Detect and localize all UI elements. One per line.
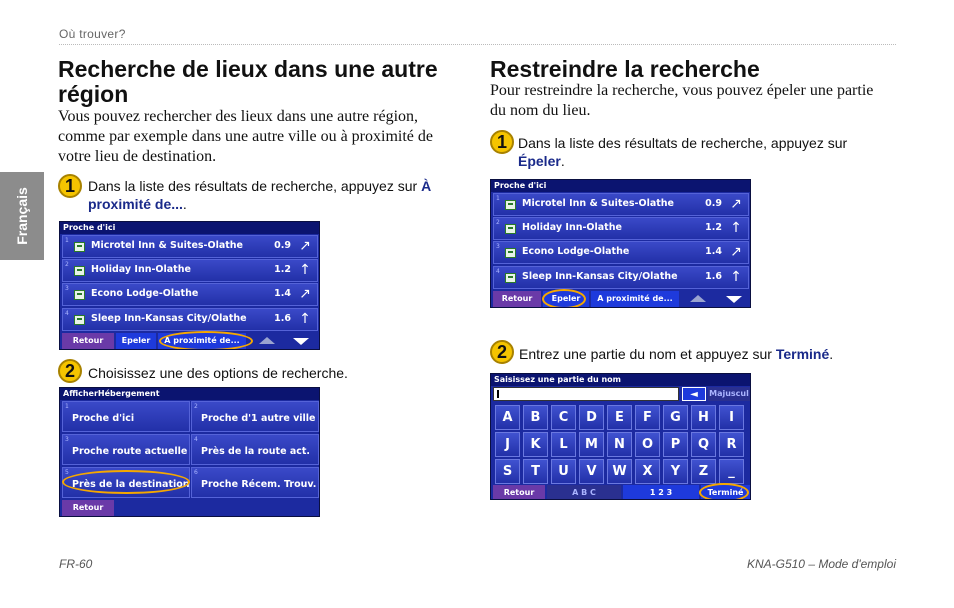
option-index: 6 — [194, 469, 198, 476]
result-row[interactable] — [62, 235, 318, 258]
back-button[interactable]: Retour — [62, 500, 114, 516]
result-name: Microtel Inn & Suites-Olathe — [522, 198, 674, 209]
option-button[interactable] — [191, 401, 319, 432]
key-button[interactable]: V — [579, 459, 604, 484]
option-button[interactable] — [191, 434, 319, 465]
screen-title: Proche d'ici — [60, 222, 319, 234]
result-name: Econo Lodge-Olathe — [91, 288, 199, 299]
backspace-icon[interactable]: ◄ — [682, 387, 706, 401]
key-button[interactable]: I — [719, 405, 744, 430]
key-button[interactable]: Z — [691, 459, 716, 484]
direction-arrow-icon: ↗ — [299, 238, 311, 254]
key-button[interactable]: M — [579, 432, 604, 457]
result-distance: 1.4 — [274, 288, 291, 299]
right-section-title: Restreindre la recherche — [490, 56, 760, 82]
screen-title: Proche d'ici — [491, 180, 750, 192]
result-row[interactable] — [62, 308, 318, 331]
direction-arrow-icon: ↗ — [299, 286, 311, 302]
key-button[interactable]: G — [663, 405, 688, 430]
option-index: 5 — [65, 469, 69, 476]
right-step-1-body: Dans la liste des résultats de recherche, appuyez sur — [518, 135, 848, 151]
lodging-icon — [505, 248, 516, 258]
result-row[interactable] — [493, 193, 749, 216]
back-button[interactable]: Retour — [493, 485, 545, 500]
direction-arrow-icon: ↑ — [730, 269, 742, 285]
result-distance: 1.6 — [705, 271, 722, 282]
options-screen — [59, 387, 320, 517]
spell-button[interactable]: Epeler — [116, 333, 156, 349]
direction-arrow-icon: ↑ — [299, 262, 311, 278]
row-index: 3 — [496, 243, 500, 250]
result-distance: 1.4 — [705, 246, 722, 257]
key-button[interactable]: R — [719, 432, 744, 457]
near-keyword: À proximité de... — [88, 178, 432, 212]
key-button[interactable]: P — [663, 432, 688, 457]
scroll-up-icon[interactable] — [259, 337, 275, 344]
result-row[interactable] — [493, 217, 749, 240]
key-button[interactable]: O — [635, 432, 660, 457]
result-row[interactable] — [62, 283, 318, 306]
row-index: 3 — [65, 285, 69, 292]
near-button[interactable]: A proximité de... — [591, 291, 679, 307]
lodging-icon — [505, 273, 516, 283]
option-label: Proche d'ici — [72, 413, 135, 424]
right-step-2-suffix: . — [829, 346, 834, 362]
key-button[interactable]: U — [551, 459, 576, 484]
key-button[interactable]: F — [635, 405, 660, 430]
result-name: Holiday Inn-Olathe — [522, 222, 622, 233]
option-button[interactable] — [62, 401, 190, 432]
language-tab-label: Français — [14, 187, 30, 245]
row-index: 2 — [65, 261, 69, 268]
row-index: 2 — [496, 219, 500, 226]
direction-arrow-icon: ↑ — [730, 220, 742, 236]
option-label: Près de la destination — [72, 479, 190, 490]
step-2-badge: 2 — [490, 340, 514, 364]
right-step-1-suffix: . — [560, 153, 565, 169]
result-distance: 0.9 — [274, 240, 291, 251]
key-button[interactable]: X — [635, 459, 660, 484]
keyboard-screen — [490, 373, 751, 500]
left-step-2-text: Choisissez une des options de recherche. — [88, 365, 348, 381]
option-index: 2 — [194, 403, 198, 410]
row-index: 4 — [65, 310, 69, 317]
left-intro: Vous pouvez rechercher des lieux dans une autre région, comme par exemple dans une autre ville ou à proximité de votre lieu de destination. — [58, 108, 433, 165]
row-index: 1 — [496, 195, 500, 202]
step-1-badge: 1 — [490, 130, 514, 154]
step-1-badge: 1 — [58, 174, 82, 198]
direction-arrow-icon: ↑ — [299, 311, 311, 327]
key-button[interactable]: Y — [663, 459, 688, 484]
spell-button[interactable]: Epeler — [543, 291, 589, 307]
key-button[interactable]: D — [579, 405, 604, 430]
key-button[interactable]: _ — [719, 459, 744, 484]
result-row[interactable] — [493, 241, 749, 264]
screen-title: Saisissez une partie du nom — [491, 374, 750, 386]
lodging-icon — [505, 224, 516, 234]
option-label: Près de la route act. — [201, 446, 311, 457]
document-title: KNA-G510 – Mode d'emploi — [746, 557, 896, 571]
key-button[interactable]: J — [495, 432, 520, 457]
option-label: Proche d'1 autre ville — [201, 413, 316, 424]
result-name: Holiday Inn-Olathe — [91, 264, 191, 275]
numeric-button[interactable]: 1 2 3 — [623, 485, 699, 500]
key-button[interactable]: H — [691, 405, 716, 430]
key-button[interactable]: N — [607, 432, 632, 457]
results-screen-right — [490, 179, 751, 308]
key-button[interactable]: A — [495, 405, 520, 430]
left-step-1-body: Dans la liste des résultats de recherche, appuyez sur — [88, 178, 422, 194]
result-distance: 1.2 — [274, 264, 291, 275]
done-button[interactable]: Terminé — [701, 485, 750, 500]
back-button[interactable]: Retour — [62, 333, 114, 349]
result-row[interactable] — [62, 259, 318, 282]
direction-arrow-icon: ↗ — [730, 196, 742, 212]
caps-mode-button[interactable]: Majuscul — [708, 387, 750, 401]
abc-button[interactable]: A B C — [547, 485, 621, 500]
header-rule — [59, 44, 896, 45]
spell-keyword: Épeler — [518, 153, 561, 169]
key-button[interactable]: L — [551, 432, 576, 457]
row-index: 1 — [65, 237, 69, 244]
right-step-2-body: Entrez une partie du nom et appuyez sur — [519, 346, 776, 362]
lodging-icon — [505, 200, 516, 210]
result-distance: 0.9 — [705, 198, 722, 209]
key-button[interactable]: Q — [691, 432, 716, 457]
option-index: 3 — [65, 436, 69, 443]
lodging-icon — [74, 315, 85, 325]
scroll-down-icon[interactable] — [726, 296, 742, 303]
screen-title: AfficherHébergement — [60, 388, 319, 400]
key-button[interactable]: S — [495, 459, 520, 484]
option-button[interactable] — [191, 467, 319, 498]
lodging-icon — [74, 266, 85, 276]
left-step-1-suffix: . — [182, 196, 187, 212]
key-button[interactable]: E — [607, 405, 632, 430]
back-button[interactable]: Retour — [493, 291, 541, 307]
running-header: Où trouver? — [59, 27, 126, 41]
left-step-1-text — [88, 177, 450, 213]
result-name: Sleep Inn-Kansas City/Olathe — [91, 313, 247, 324]
scroll-down-icon[interactable] — [293, 338, 309, 345]
direction-arrow-icon: ↗ — [730, 244, 742, 260]
near-button[interactable]: A proximité de... — [158, 333, 246, 349]
result-name: Microtel Inn & Suites-Olathe — [91, 240, 243, 251]
result-name: Sleep Inn-Kansas City/Olathe — [522, 271, 678, 282]
left-section-title: Recherche de lieux dans une autre région — [58, 56, 438, 107]
result-row[interactable] — [493, 266, 749, 289]
lodging-icon — [74, 290, 85, 300]
key-button[interactable]: K — [523, 432, 548, 457]
right-step-2-text — [519, 345, 891, 363]
step-2-badge: 2 — [58, 359, 82, 383]
key-button[interactable]: C — [551, 405, 576, 430]
row-index: 4 — [496, 268, 500, 275]
language-tab — [0, 172, 44, 260]
key-button[interactable]: W — [607, 459, 632, 484]
done-keyword: Terminé — [775, 346, 830, 362]
results-screen-left — [59, 221, 320, 350]
option-button[interactable] — [62, 467, 190, 498]
result-name: Econo Lodge-Olathe — [522, 246, 630, 257]
page-number: FR-60 — [59, 557, 93, 571]
option-index: 4 — [194, 436, 198, 443]
key-button[interactable]: B — [523, 405, 548, 430]
right-step-1-text — [518, 134, 890, 170]
search-input[interactable] — [493, 387, 679, 401]
option-label: Proche Récem. Trouv. — [201, 479, 317, 490]
lodging-icon — [74, 242, 85, 252]
screen-button-bar — [60, 333, 319, 349]
option-button[interactable] — [62, 434, 190, 465]
option-label: Proche route actuelle — [72, 446, 188, 457]
result-distance: 1.2 — [705, 222, 722, 233]
result-distance: 1.6 — [274, 313, 291, 324]
option-index: 1 — [65, 403, 69, 410]
right-intro: Pour restreindre la recherche, vous pouvez épeler une partie du nom du lieu. — [490, 82, 874, 119]
scroll-up-icon[interactable] — [690, 295, 706, 302]
screen-button-bar — [491, 291, 750, 307]
key-button[interactable]: T — [523, 459, 548, 484]
